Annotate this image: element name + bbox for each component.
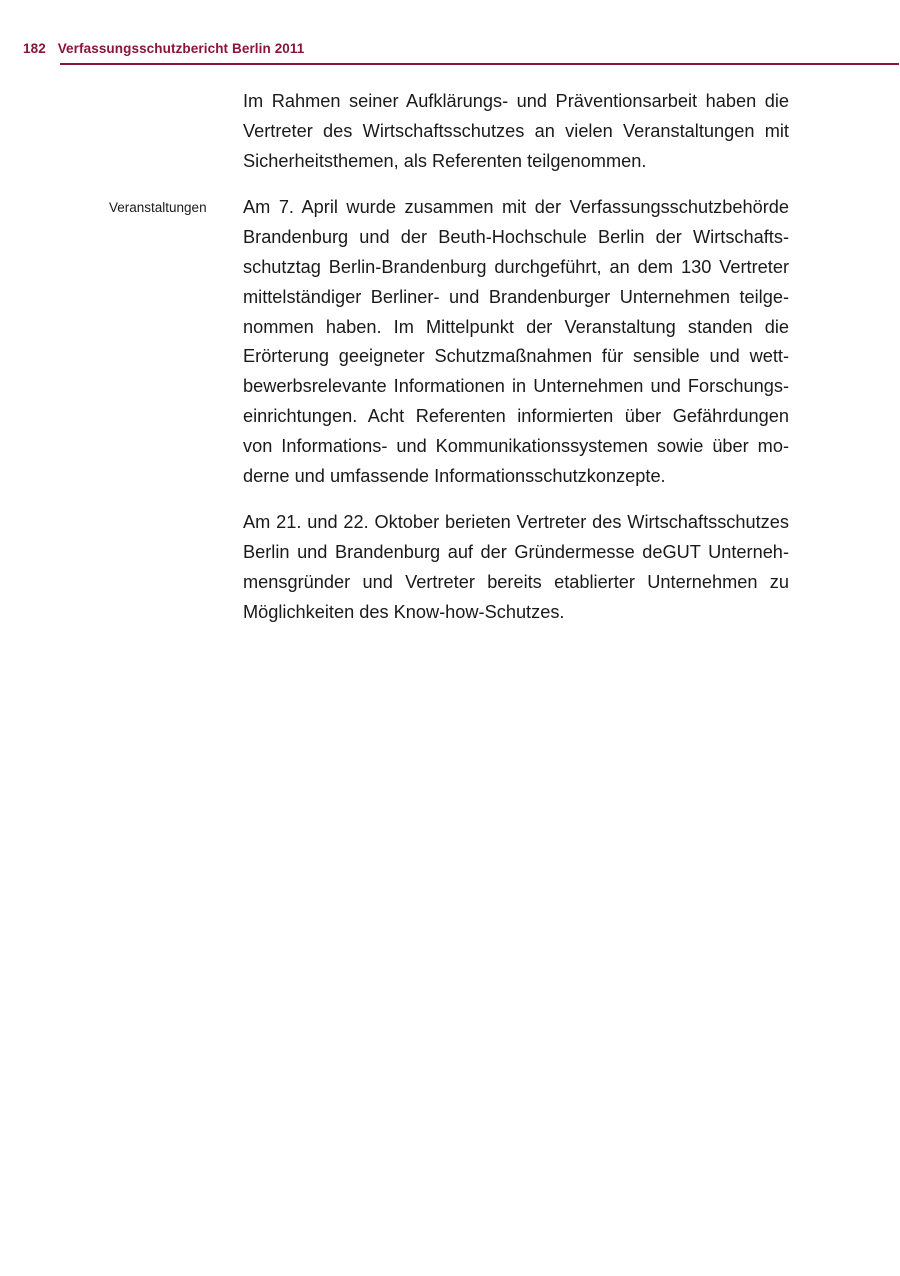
paragraph-october	[243, 508, 789, 627]
page-number: 182	[23, 41, 46, 56]
document-title: Verfassungsschutzbericht Berlin 2011	[57, 41, 305, 56]
margin-label-veranstaltungen: Veranstaltungen	[109, 200, 207, 216]
paragraph-text: Im Rahmen seiner Aufklärungs- und Präventionsarbeit haben die Vertreter des Wirtschaftsschutzes an vielen Veranstaltungen mit Sicherheitsthemen, als Referenten teilgenommen.	[243, 91, 789, 171]
running-header	[23, 41, 304, 56]
paragraph-intro	[243, 87, 789, 176]
paragraph-text: Am 7. April wurde zusammen mit der Verfassungsschutzbehörde Brandenburg und der Beuth-Hochschule Berlin der Wirtschaftsschutztag Berlin-Brandenburg durchgeführt, an dem 130 Vertreter mittelständiger Berliner- und Brandenburger Unternehmen teilgenommen haben. Im Mittelpunkt der Veranstaltung standen die Erörterung geeigneter Schutzmaßnahmen für sensible und wettbewerbsrelevante Informationen in Unternehmen und Forschungseinrichtungen. Acht Referenten informierten über Gefährdungen von Informations- und Kommunikationssystemen sowie über moderne und umfassende Informationsschutzkonzepte.	[243, 197, 789, 486]
paragraph-events	[109, 193, 789, 491]
paragraph-text: Am 21. und 22. Oktober berieten Vertreter des Wirtschaftsschutzes Berlin und Brandenburg auf der Gründermesse deGUT Unternehmensgründer und Vertreter bereits etablierter Unternehmen zu Möglichkeiten des Know-how-Schutzes.	[243, 512, 789, 622]
header-divider	[60, 63, 899, 65]
body-content	[109, 87, 789, 645]
